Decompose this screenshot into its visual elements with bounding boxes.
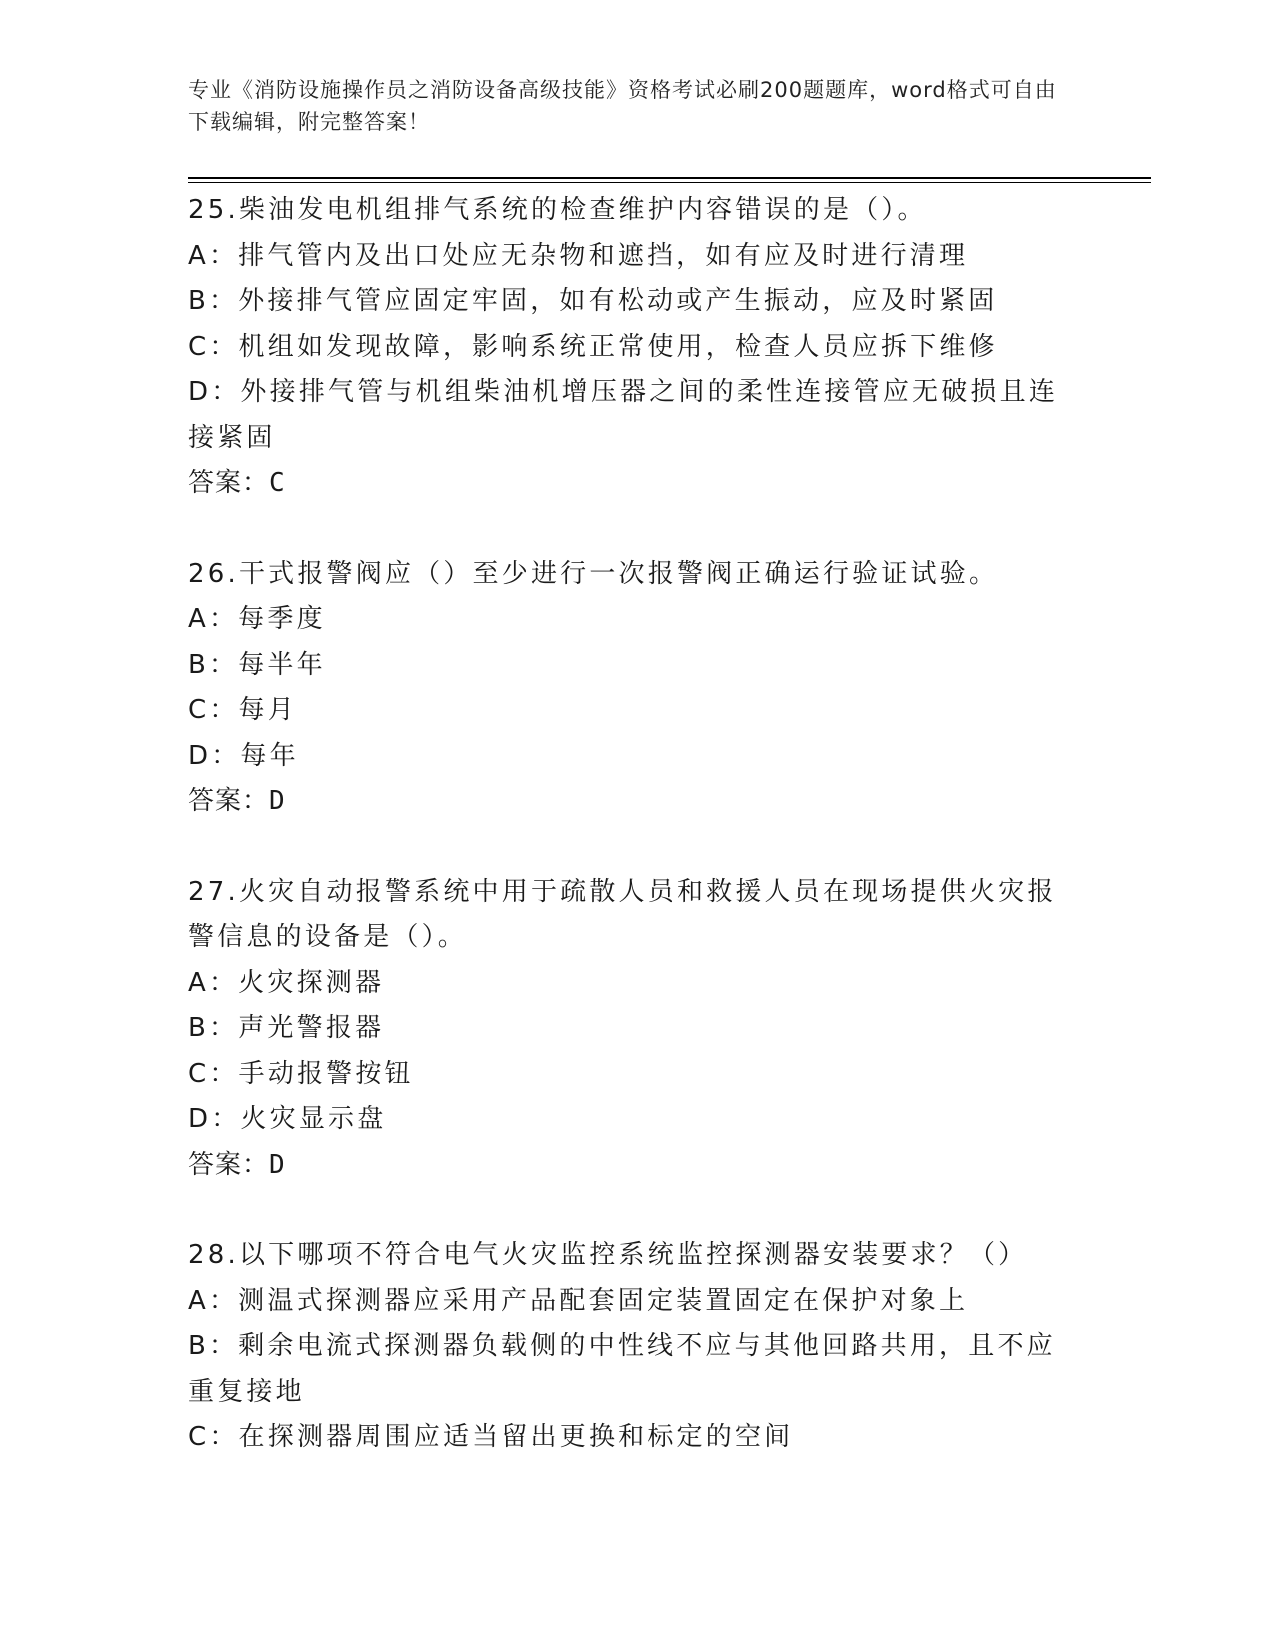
- option-c: C：在探测器周围应适当留出更换和标定的空间: [188, 1422, 794, 1452]
- header-rule-thin: [188, 182, 1151, 183]
- question-26: [188, 552, 1078, 825]
- question-stem: 27.火灾自动报警系统中用于疏散人员和救援人员在现场提供火灾报警信息的设备是（）。: [188, 876, 1057, 952]
- header-rule-thick: [188, 177, 1151, 179]
- question-27: [188, 870, 1078, 1189]
- question-25: [188, 188, 1078, 507]
- question-stem: 28.以下哪项不符合电气火灾监控系统监控探测器安装要求？（）: [188, 1240, 1028, 1270]
- option-d: D：外接排气管与机组柴油机增压器之间的柔性连接管应无破损且连接紧固: [188, 377, 1059, 453]
- answer-value: C: [269, 468, 286, 498]
- option-b: B：声光警报器: [188, 1013, 385, 1043]
- answer: [188, 1143, 1078, 1189]
- question-28: [188, 1233, 1078, 1461]
- answer: [188, 779, 1078, 825]
- option-a: A：火灾探测器: [188, 967, 385, 998]
- answer-value: D: [269, 1149, 286, 1180]
- question-stem: 25.柴油发电机组排气系统的检查维护内容错误的是（）。: [188, 195, 927, 225]
- option-a: A：测温式探测器应采用产品配套固定装置固定在保护对象上: [188, 1285, 969, 1316]
- option-d: D：每年: [188, 740, 299, 771]
- answer-label: 答案：: [188, 786, 270, 816]
- option-b: B：每半年: [188, 649, 326, 680]
- answer: [188, 461, 1078, 507]
- document-header: 专业《消防设施操作员之消防设备高级技能》资格考试必刷200题题库，word格式可自由下载编辑，附完整答案！: [188, 78, 1057, 134]
- answer-label: 答案：: [188, 1149, 270, 1180]
- option-c: C：每月: [188, 695, 297, 725]
- option-c: C：手动报警按钮: [188, 1058, 414, 1089]
- option-d: D：火灾显示盘: [188, 1104, 387, 1134]
- option-a: A：排气管内及出口处应无杂物和遮挡，如有应及时进行清理: [188, 240, 969, 271]
- option-b: B：剩余电流式探测器负载侧的中性线不应与其他回路共用，且不应重复接地: [188, 1331, 1056, 1407]
- question-stem: 26.干式报警阀应（）至少进行一次报警阀正确运行验证试验。: [188, 558, 999, 589]
- answer-value: D: [269, 786, 286, 816]
- option-a: A：每季度: [188, 604, 326, 634]
- option-b: B：外接排气管应固定牢固，如有松动或产生振动，应及时紧固: [188, 286, 998, 316]
- question-list: [188, 188, 1078, 1506]
- answer-label: 答案：: [188, 468, 270, 498]
- option-c: C：机组如发现故障，影响系统正常使用，检查人员应拆下维修: [188, 331, 998, 362]
